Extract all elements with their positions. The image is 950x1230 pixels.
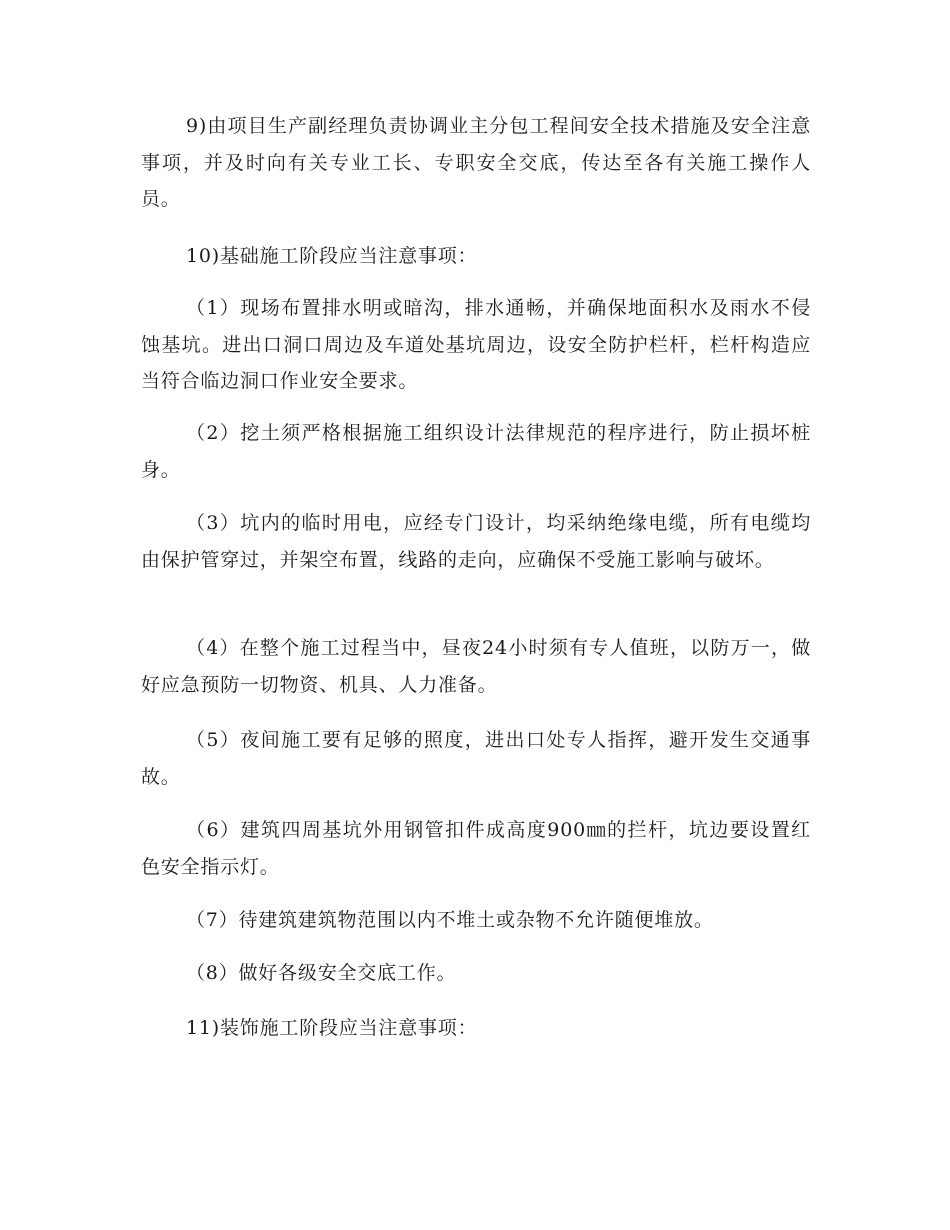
paragraph-subitem-2: （2）挖土须严格根据施工组织设计法律规范的程序进行，防止损坏桩身。 [141,422,811,481]
paragraph-subitem-7: （7）待建筑建筑物范围以内不堆土或杂物不允许随便堆放。 [186,909,714,931]
paragraph-subitem-3: （3）坑内的临时用电，应经专门设计，均采纳绝缘电缆，所有电缆均由保护管穿过，并架空布置，线路的走向，应确保不受施工影响与破坏。 [141,512,811,571]
paragraph-item-10-heading: 10)基础施工阶段应当注意事项： [186,245,478,267]
paragraph-subitem-4: （4）在整个施工过程当中，昼夜24小时须有专人值班，以防万一，做好应急预防一切物资、机具、人力准备。 [141,637,811,696]
paragraph-item-9: 9)由项目生产副经理负责协调业主分包工程间安全技术措施及安全注意事项，并及时向有关专业工长、专职安全交底，传达至各有关施工操作人员。 [141,115,811,210]
paragraph-subitem-8: （8）做好各级安全交底工作。 [186,962,457,984]
paragraph-item-11-heading: 11)装饰施工阶段应当注意事项： [186,1017,478,1039]
paragraph-subitem-6: （6）建筑四周基坑外用钢管扣件成高度900㎜的拦杆，坑边要设置红色安全指示灯。 [141,819,811,878]
paragraph-subitem-5: （5）夜间施工要有足够的照度，进出口处专人指挥，避开发生交通事故。 [141,729,811,788]
paragraph-subitem-1: （1）现场布置排水明或暗沟，排水通畅，并确保地面积水及雨水不侵蚀基坑。进出口洞口周边及车道处基坑周边，设安全防护栏杆，栏杆构造应当符合临边洞口作业安全要求。 [141,297,811,392]
